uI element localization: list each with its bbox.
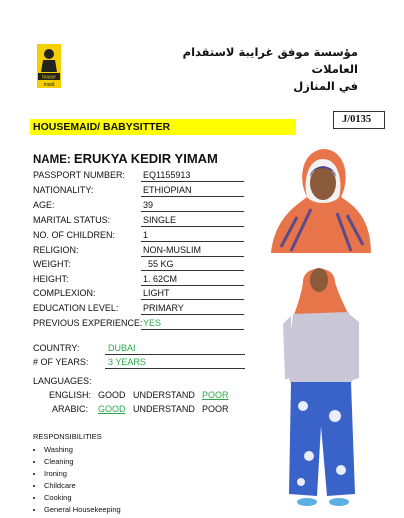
years-value: 3 YEARS [105, 356, 245, 369]
candidate-name [33, 151, 218, 166]
country-value: DUBAI [105, 342, 245, 355]
reference-number: J/0135 [333, 111, 385, 129]
detail-value: SINGLE [141, 214, 244, 227]
detail-value: 39 [141, 199, 244, 212]
detail-label: MARITAL STATUS: [33, 215, 111, 225]
detail-label: PASSPORT NUMBER: [33, 170, 126, 180]
country-label: COUNTRY: [33, 343, 80, 353]
detail-label: PREVIOUS EXPERIENCE: [33, 318, 143, 328]
level-understand: UNDERSTAND [133, 390, 195, 400]
name-label: NAME: [33, 154, 71, 166]
years-label: # OF YEARS: [33, 357, 89, 367]
detail-value: 55 KG [141, 258, 244, 271]
responsibility-item: • Childcare [44, 480, 121, 492]
detail-label: AGE: [33, 200, 55, 210]
detail-value: EQ1155913 [141, 169, 244, 182]
detail-value: NON-MUSLIM [141, 244, 244, 257]
position-banner: HOUSEMAID/ BABYSITTER [30, 119, 296, 135]
detail-label: COMPLEXION: [33, 288, 96, 298]
level-understand: UNDERSTAND [133, 404, 195, 414]
responsibilities-heading: RESPONSIBILITIES [33, 432, 102, 441]
level-poor-selected: POOR [202, 390, 229, 400]
logo-text-2: maid [43, 82, 55, 88]
full-body-photo [279, 256, 365, 512]
detail-label: NATIONALITY: [33, 185, 94, 195]
detail-value: 1. 62CM [141, 273, 244, 286]
portrait-photo [267, 147, 375, 253]
logo-text-1: house [42, 74, 56, 81]
level-poor: POOR [202, 404, 229, 414]
detail-label: WEIGHT: [33, 259, 71, 269]
detail-label: NO. OF CHILDREN: [33, 230, 116, 240]
agency-logo [33, 42, 65, 90]
language-name: ENGLISH: [49, 390, 92, 400]
agency-name-arabic [148, 44, 358, 95]
language-row-arabic [52, 404, 252, 416]
detail-value: YES [141, 317, 244, 330]
responsibility-item: • Ironing [44, 468, 121, 480]
detail-value: LIGHT [141, 287, 244, 300]
responsibility-item: • Cooking [44, 492, 121, 504]
agency-name-line-2: في المنازل [293, 79, 358, 93]
language-row-english [49, 390, 249, 402]
responsibility-item: • Cleaning [44, 456, 121, 468]
responsibility-item: • General Housekeeping [44, 504, 121, 516]
languages-heading: LANGUAGES: [33, 376, 92, 386]
agency-name-line-1: مؤسسة موفق غرايبة لاستقدام العاملات [182, 45, 358, 76]
detail-label: HEIGHT: [33, 274, 69, 284]
detail-label: RELIGION: [33, 245, 79, 255]
detail-value: 1 [141, 229, 244, 242]
detail-value: ETHIOPIAN [141, 184, 244, 197]
responsibility-item: • Washing [44, 444, 121, 456]
level-good-selected: GOOD [98, 404, 126, 414]
name-value: ERUKYA KEDIR YIMAM [73, 151, 218, 166]
responsibilities-list [30, 444, 121, 517]
level-good: GOOD [98, 390, 126, 400]
detail-value: PRIMARY [141, 302, 244, 315]
detail-label: EDUCATION LEVEL: [33, 303, 119, 313]
language-name: ARABIC: [52, 404, 89, 414]
